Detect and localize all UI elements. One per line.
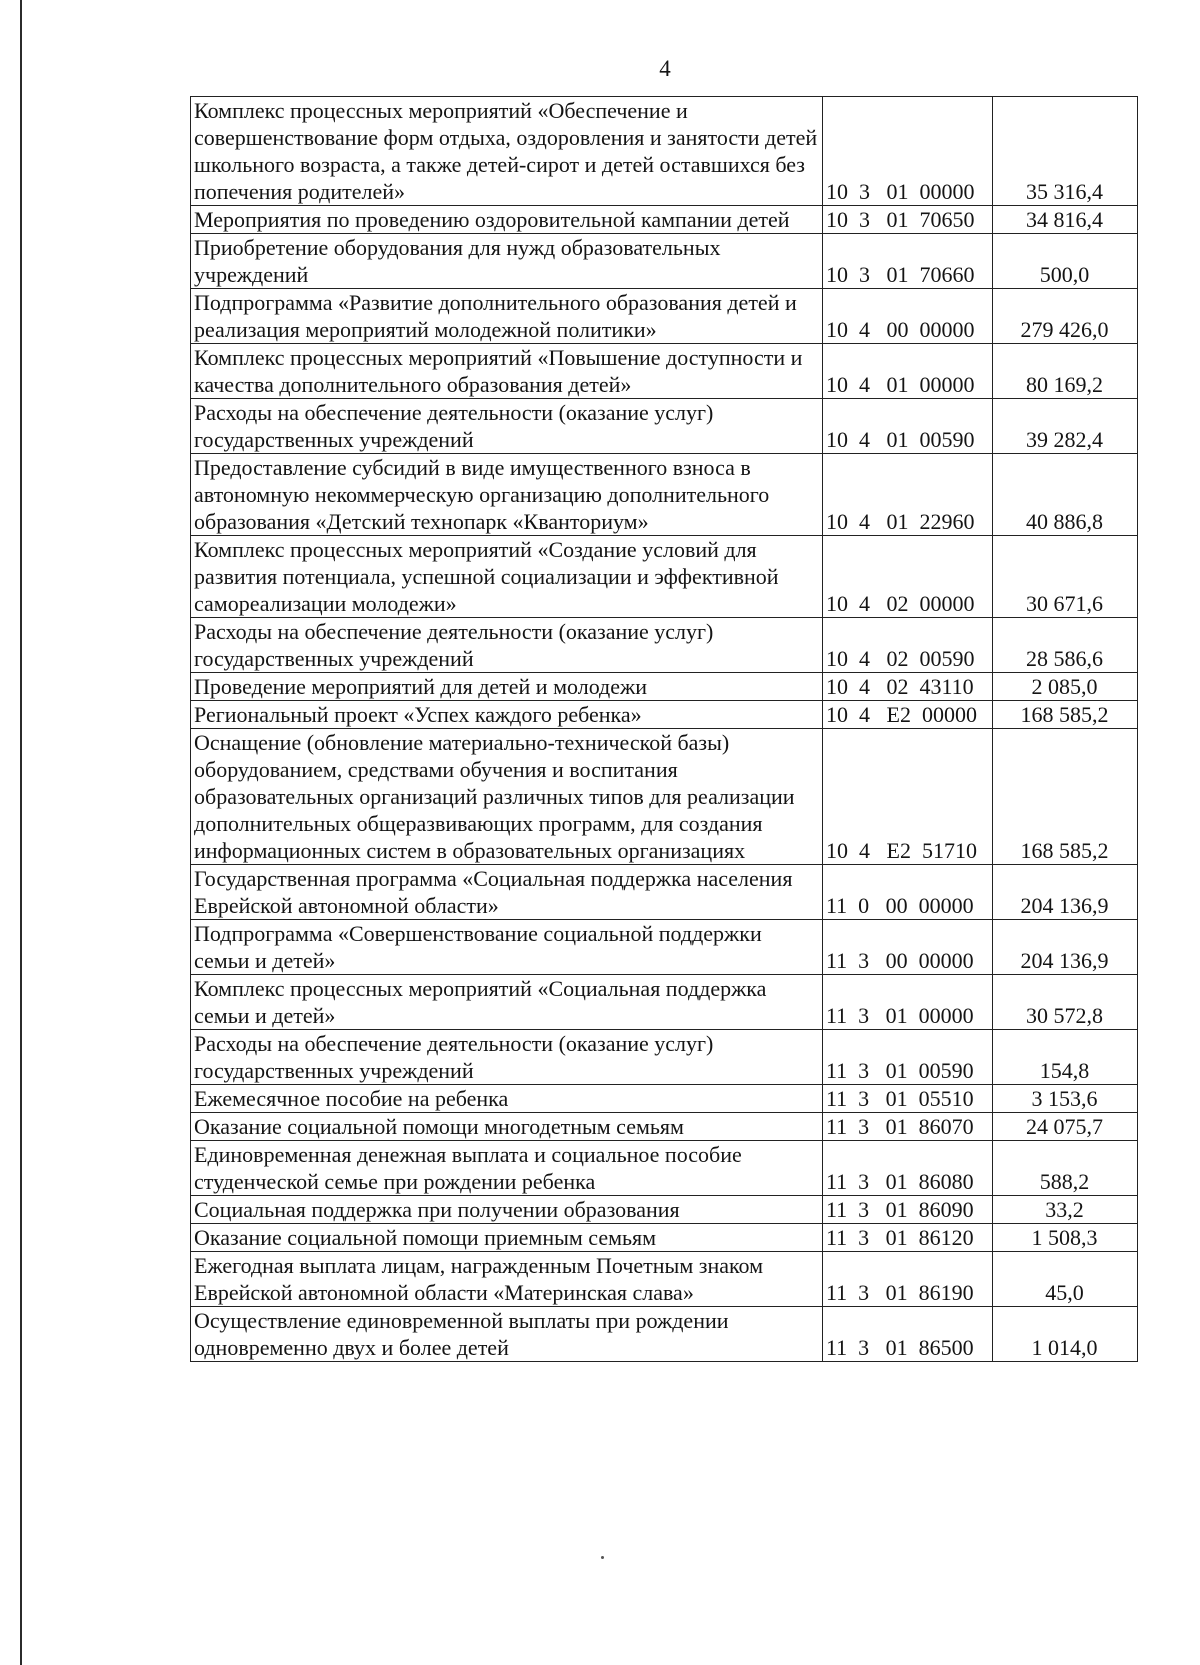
expense-name-cell: Социальная поддержка при получении образования xyxy=(191,1196,823,1224)
expense-name-cell: Оказание социальной помощи многодетным семьям xyxy=(191,1113,823,1141)
budget-code-cell: 11 3 01 00590 xyxy=(823,1030,993,1085)
amount-cell: 45,0 xyxy=(993,1252,1138,1307)
amount-cell: 30 572,8 xyxy=(993,975,1138,1030)
table-row xyxy=(191,399,1138,454)
expense-name-cell: Ежегодная выплата лицам, награжденным Почетным знаком Еврейской автономной области «Материнская слава» xyxy=(191,1252,823,1307)
table-row xyxy=(191,234,1138,289)
budget-code-cell: 11 3 01 86120 xyxy=(823,1224,993,1252)
expense-name-cell: Единовременная денежная выплата и социальное пособие студенческой семье при рождении ребенка xyxy=(191,1141,823,1196)
table-row xyxy=(191,454,1138,536)
budget-code-cell: 11 3 01 05510 xyxy=(823,1085,993,1113)
budget-code-cell: 10 4 Е2 51710 xyxy=(823,729,993,865)
amount-cell: 39 282,4 xyxy=(993,399,1138,454)
expense-name-cell: Расходы на обеспечение деятельности (оказание услуг) государственных учреждений xyxy=(191,1030,823,1085)
table-row xyxy=(191,1252,1138,1307)
amount-cell: 204 136,9 xyxy=(993,920,1138,975)
budget-code-cell: 10 4 00 00000 xyxy=(823,289,993,344)
expense-name-cell: Комплекс процессных мероприятий «Обеспечение и совершенствование форм отдыха, оздоровления и занятости детей школьного возраста, а также детей-сирот и детей оставшихся без попечения родителей» xyxy=(191,97,823,206)
amount-cell: 33,2 xyxy=(993,1196,1138,1224)
table-row xyxy=(191,920,1138,975)
table-row xyxy=(191,1030,1138,1085)
amount-cell: 3 153,6 xyxy=(993,1085,1138,1113)
budget-code-cell: 10 4 01 22960 xyxy=(823,454,993,536)
amount-cell: 2 085,0 xyxy=(993,673,1138,701)
table-row xyxy=(191,97,1138,206)
budget-code-cell: 10 4 02 00590 xyxy=(823,618,993,673)
table-row xyxy=(191,673,1138,701)
page-number: 4 xyxy=(659,56,671,81)
expense-name-cell: Комплекс процессных мероприятий «Социальная поддержка семьи и детей» xyxy=(191,975,823,1030)
budget-code-cell: 10 3 01 00000 xyxy=(823,97,993,206)
budget-code-cell: 10 3 01 70650 xyxy=(823,206,993,234)
amount-cell: 40 886,8 xyxy=(993,454,1138,536)
expense-name-cell: Оснащение (обновление материально-технической базы) оборудованием, средствами обучения и воспитания образовательных организаций различных типов для реализации дополнительных общеразвивающих программ, для создания информационных систем в образовательных организациях xyxy=(191,729,823,865)
table-row xyxy=(191,1141,1138,1196)
budget-code-cell: 10 4 01 00000 xyxy=(823,344,993,399)
budget-code-cell: 11 0 00 00000 xyxy=(823,865,993,920)
table-row xyxy=(191,1085,1138,1113)
budget-code-cell: 11 3 01 86500 xyxy=(823,1307,993,1362)
expense-name-cell: Ежемесячное пособие на ребенка xyxy=(191,1085,823,1113)
amount-cell: 588,2 xyxy=(993,1141,1138,1196)
expense-name-cell: Региональный проект «Успех каждого ребенка» xyxy=(191,701,823,729)
table-row xyxy=(191,618,1138,673)
amount-cell: 34 816,4 xyxy=(993,206,1138,234)
expense-name-cell: Государственная программа «Социальная поддержка населения Еврейской автономной области» xyxy=(191,865,823,920)
amount-cell: 80 169,2 xyxy=(993,344,1138,399)
budget-table xyxy=(190,96,1138,1362)
amount-cell: 35 316,4 xyxy=(993,97,1138,206)
budget-code-cell: 11 3 01 86090 xyxy=(823,1196,993,1224)
amount-cell: 500,0 xyxy=(993,234,1138,289)
expense-name-cell: Расходы на обеспечение деятельности (оказание услуг) государственных учреждений xyxy=(191,399,823,454)
amount-cell: 1 508,3 xyxy=(993,1224,1138,1252)
expense-name-cell: Мероприятия по проведению оздоровительной кампании детей xyxy=(191,206,823,234)
margin-line xyxy=(20,0,22,1665)
table-row xyxy=(191,1224,1138,1252)
amount-cell: 1 014,0 xyxy=(993,1307,1138,1362)
budget-code-cell: 11 3 01 86080 xyxy=(823,1141,993,1196)
amount-cell: 279 426,0 xyxy=(993,289,1138,344)
amount-cell: 204 136,9 xyxy=(993,865,1138,920)
budget-code-cell: 10 3 01 70660 xyxy=(823,234,993,289)
budget-code-cell: 10 4 Е2 00000 xyxy=(823,701,993,729)
table-row xyxy=(191,975,1138,1030)
amount-cell: 24 075,7 xyxy=(993,1113,1138,1141)
table-row xyxy=(191,701,1138,729)
amount-cell: 154,8 xyxy=(993,1030,1138,1085)
expense-name-cell: Проведение мероприятий для детей и молодежи xyxy=(191,673,823,701)
table-row xyxy=(191,344,1138,399)
expense-name-cell: Комплекс процессных мероприятий «Создание условий для развития потенциала, успешной социализации и эффективной самореализации молодежи» xyxy=(191,536,823,618)
budget-table-body xyxy=(191,97,1138,1362)
expense-name-cell: Оказание социальной помощи приемным семьям xyxy=(191,1224,823,1252)
expense-name-cell: Комплекс процессных мероприятий «Повышение доступности и качества дополнительного образования детей» xyxy=(191,344,823,399)
budget-code-cell: 10 4 02 00000 xyxy=(823,536,993,618)
budget-code-cell: 11 3 01 86070 xyxy=(823,1113,993,1141)
table-row xyxy=(191,1113,1138,1141)
table-row xyxy=(191,289,1138,344)
table-row xyxy=(191,729,1138,865)
table-row xyxy=(191,1307,1138,1362)
scan-dot xyxy=(601,1556,604,1559)
amount-cell: 168 585,2 xyxy=(993,729,1138,865)
expense-name-cell: Предоставление субсидий в виде имущественного взноса в автономную некоммерческую организацию дополнительного образования «Детский технопарк «Кванториум» xyxy=(191,454,823,536)
expense-name-cell: Приобретение оборудования для нужд образовательных учреждений xyxy=(191,234,823,289)
budget-code-cell: 11 3 01 00000 xyxy=(823,975,993,1030)
table-row xyxy=(191,1196,1138,1224)
table-row xyxy=(191,536,1138,618)
expense-name-cell: Осуществление единовременной выплаты при рождении одновременно двух и более детей xyxy=(191,1307,823,1362)
budget-code-cell: 10 4 01 00590 xyxy=(823,399,993,454)
expense-name-cell: Подпрограмма «Совершенствование социальной поддержки семьи и детей» xyxy=(191,920,823,975)
amount-cell: 30 671,6 xyxy=(993,536,1138,618)
amount-cell: 28 586,6 xyxy=(993,618,1138,673)
budget-code-cell: 10 4 02 43110 xyxy=(823,673,993,701)
amount-cell: 168 585,2 xyxy=(993,701,1138,729)
table-row xyxy=(191,865,1138,920)
table-row xyxy=(191,206,1138,234)
expense-name-cell: Расходы на обеспечение деятельности (оказание услуг) государственных учреждений xyxy=(191,618,823,673)
budget-code-cell: 11 3 01 86190 xyxy=(823,1252,993,1307)
expense-name-cell: Подпрограмма «Развитие дополнительного образования детей и реализация мероприятий молодежной политики» xyxy=(191,289,823,344)
budget-code-cell: 11 3 00 00000 xyxy=(823,920,993,975)
